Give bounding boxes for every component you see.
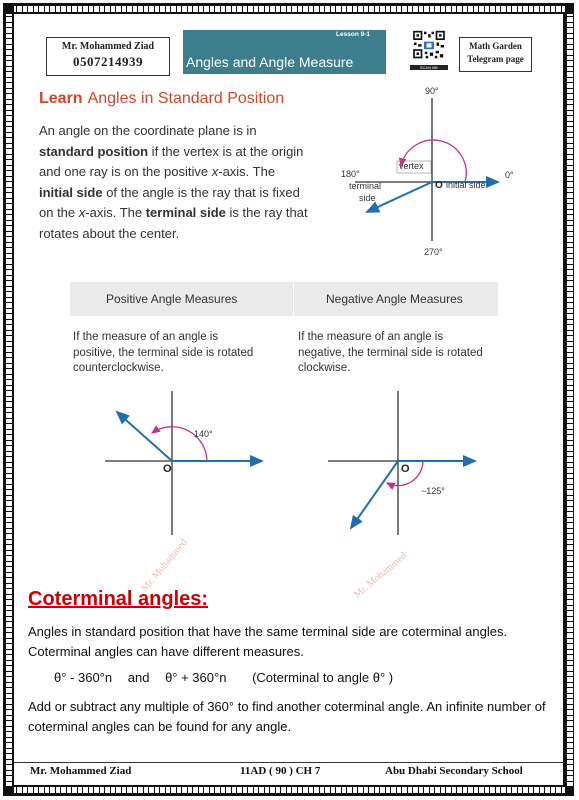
border-pattern-top [14, 6, 565, 12]
label-initial: initial side [446, 180, 486, 190]
intro-paragraph: An angle on the coordinate plane is in standard position if the vertex is at the origin and one ray is on the positive x-axis. The initial side of the angle is the ray that is fixed on the x-axis. The terminal side is the ray that rotates about the center. [39, 123, 308, 241]
positive-description: If the measure of an angle is positive, the terminal side is rotated counterclockwise. [73, 331, 254, 374]
label-origin-neg: O [401, 463, 410, 475]
label-vertex: vertex [399, 161, 424, 171]
teacher-name: Mr. Mohammed Ziad [61, 41, 155, 52]
formula-and: and [127, 670, 150, 685]
telegram-line-2: Telegram page [467, 54, 524, 64]
positive-heading: Positive Angle Measures [106, 292, 238, 306]
standard-position-diagram [335, 86, 535, 261]
label-90: 90° [425, 86, 439, 96]
coterminal-title: Coterminal angles: [28, 588, 209, 610]
lesson-number: Lesson 9-1 [336, 31, 370, 38]
footer-class: 11AD ( 90 ) CH 7 [240, 765, 321, 777]
label-140: 140° [194, 429, 213, 439]
label-180: 180° [341, 169, 360, 179]
qr-scan-label: SCAN ME [410, 65, 448, 70]
formula-minus: θ° - 360°n [54, 670, 113, 685]
watermark-1: Mr. Mohammed [139, 537, 190, 594]
label-minus-125: −125° [421, 486, 445, 496]
formula-note: (Coterminal to angle θ° ) [252, 670, 394, 685]
telegram-line-1: Math Garden [469, 41, 522, 51]
telegram-box [459, 37, 532, 72]
lesson-banner [183, 30, 386, 74]
positive-angle-diagram [100, 383, 270, 543]
label-origin-pos: O [163, 463, 172, 475]
label-terminal-2: side [359, 193, 376, 203]
label-origin: O [435, 180, 443, 191]
border-pattern-right [567, 14, 573, 786]
footer-teacher: Mr. Mohammed Ziad [30, 765, 132, 777]
negative-angle-diagram [325, 383, 495, 543]
label-terminal-1: terminal [349, 181, 382, 191]
coterminal-paragraph-1: Angles in standard position that have the same terminal side are coterminal angles. Coterminal angles can have different measures. [28, 624, 508, 659]
learn-keyword: Learn [39, 90, 83, 107]
teacher-info-box [46, 37, 170, 76]
lesson-title: Angles and Angle Measure [186, 54, 354, 70]
header-divider [293, 282, 294, 316]
footer-school: Abu Dhabi Secondary School [385, 765, 523, 777]
negative-description: If the measure of an angle is negative, the terminal side is rotated clockwise. [298, 331, 483, 374]
angle-measure-header [70, 282, 498, 316]
teacher-phone: 0507214939 [73, 54, 143, 69]
learn-heading [39, 90, 284, 108]
label-270: 270° [424, 247, 443, 257]
footer-divider [14, 762, 565, 763]
qr-code-icon [409, 30, 449, 65]
negative-heading: Negative Angle Measures [326, 292, 463, 306]
formula-plus: θ° + 360°n [165, 670, 227, 685]
border-pattern-bottom [14, 787, 565, 793]
border-pattern-left [6, 14, 12, 786]
coterminal-paragraph-2: Add or subtract any multiple of 360° to find another coterminal angle. An infinite number of coterminal angles can be found for any angle. [28, 699, 546, 734]
watermark-2: Mr. Mohammed [352, 550, 409, 601]
learn-title: Angles in Standard Position [87, 90, 285, 107]
coterminal-formula [54, 670, 393, 685]
label-0: 0° [505, 170, 514, 180]
